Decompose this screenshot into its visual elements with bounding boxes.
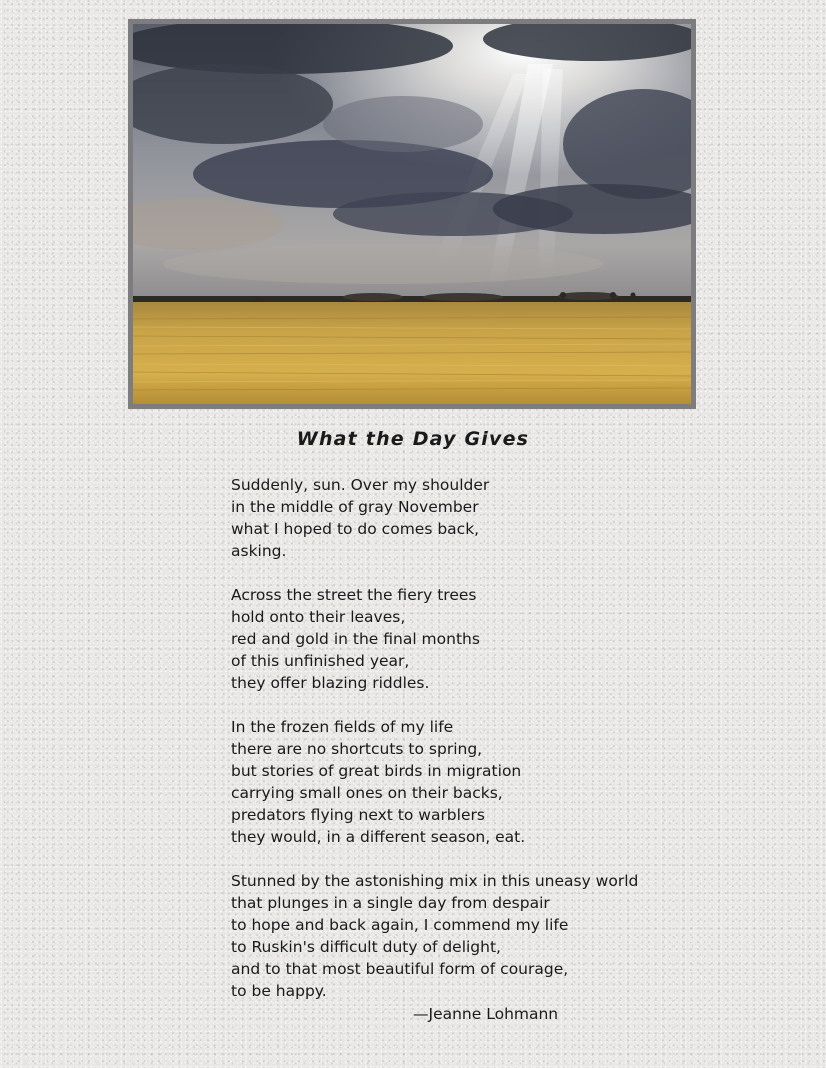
poem-line: Stunned by the astonishing mix in this uneasy world	[231, 872, 639, 890]
poem-line: that plunges in a single day from despair	[231, 894, 550, 912]
poem-line: and to that most beautiful form of courage,	[231, 960, 569, 978]
poem-attribution: —Jeanne Lohmann	[413, 1005, 559, 1023]
stanza	[231, 474, 811, 562]
poem-line: Across the street the fiery trees	[231, 586, 477, 604]
poem-line: they offer blazing riddles.	[231, 674, 430, 692]
stanza	[231, 870, 811, 1002]
poem-line: to be happy.	[231, 982, 327, 1000]
poem-body	[231, 474, 811, 1002]
poem-line: hold onto their leaves,	[231, 608, 406, 626]
landscape-photo	[128, 19, 696, 409]
poem-title: What the Day Gives	[296, 428, 530, 450]
stanza	[231, 716, 811, 848]
landscape-photo-icon	[133, 24, 691, 404]
poem-line: In the frozen fields of my life	[231, 718, 454, 736]
poem-line: asking.	[231, 542, 287, 560]
poem-line: what I hoped to do comes back,	[231, 520, 480, 538]
poem-line: predators flying next to warblers	[231, 806, 485, 824]
poem-line: but stories of great birds in migration	[231, 762, 522, 780]
poem-line: in the middle of gray November	[231, 498, 479, 516]
poem-line: they would, in a different season, eat.	[231, 828, 526, 846]
poem-line: carrying small ones on their backs,	[231, 784, 503, 802]
stanza	[231, 584, 811, 694]
poem-line: Suddenly, sun. Over my shoulder	[231, 476, 490, 494]
poem-line: to Ruskin's difficult duty of delight,	[231, 938, 501, 956]
poem-line: to hope and back again, I commend my life	[231, 916, 569, 934]
poem-line: of this unfinished year,	[231, 652, 410, 670]
poem-line: there are no shortcuts to spring,	[231, 740, 483, 758]
poem-line: red and gold in the final months	[231, 630, 480, 648]
